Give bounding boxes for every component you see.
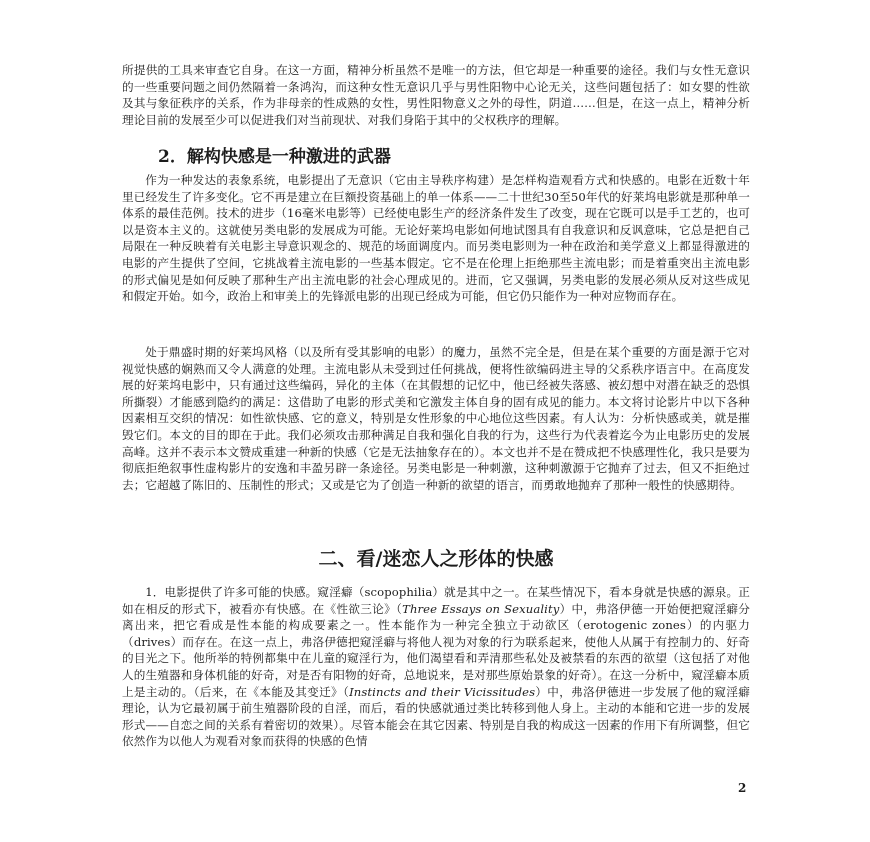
paragraph-1: 所提供的工具来审查它自身。在这一方面，精神分析虽然不是唯一的方法，但它却是一种重要的途径。我们与女性无意识的一些重要问题之间仍然隔着一条鸿沟，而这种女性无意识几乎与男性阳物中心论无关，这些问题包括了：如女婴的性欲及其与象征秩序的关系，作为非母亲的性成熟的女性，男性阳物意义之外的母性，阴道……但是，在这一点上，精神分析理论目前的发展至少可以促进我们对当前现状、对我们身陷于其中的父权秩序的理解。: [122, 63, 750, 127]
paragraph-intro-continuation: [122, 62, 750, 128]
paragraph-4-part-c: ）中，弗洛伊德进一步发展了他的窥淫癖理论，认为它最初属于前生殖器阶段的自淫，而后，看的快感就通过类比转移到他人身上。主动的本能和它进一步的发展形式——自恋之间的关系有着密切的效果）。尽管本能会在其它因素、特别是自我的构成这一因素的作用下有所调整，但它依然作为以他人为观看对象而获得的快感的色情: [122, 684, 750, 749]
book-title-three-essays: Three Essays on Sexuality: [402, 601, 560, 616]
paragraph-4-part-a: 1．电影提供了许多可能的快感。窥淫癖（scopophilia）就是其中之一。在某些情况下，看本身就是快感的源泉。正如在相反的形式下，被看亦有快感。在《性欲三论》（: [122, 585, 750, 616]
part-heading-2: [122, 546, 750, 572]
paragraph-3: 处于鼎盛时期的好莱坞风格（以及所有受其影响的电影）的魔力，虽然不完全是，但是在某个重要的方面是源于它对视觉快感的娴熟而又令人满意的处理。主流电影从未受到过任何挑战，便将性欲编码进主导的父系秩序语言中。在高度发展的好莱坞电影中，只有通过这些编码，异化的主体（在其假想的记忆中，他已经被失落感、被幻想中对潜在缺乏的恐惧所撕裂）才能感到隐约的满足：这借助了电影的形式美和它激发主体自身的固有成见的能力。本文将讨论影片中以下各种因素相互交织的情况：如性欲快感、它的意义，特别是女性形象的中心地位这些因素。有人认为：分析快感或美，就是摧毁它们。本文的目的即在于此。我们必须攻击那种满足自我和强化自我的行为，这些行为代表着迄今为止电影历史的发展高峰。这并不表示本文赞成重建一种新的快感（它是无法抽象存在的）。本文也并不是在赞成把不快感理性化，我只是要为彻底拒绝叙事性虚构影片的安逸和丰盈另辟一条途径。另类电影是一种刺激，这种刺激源于它抛弃了过去，但又不拒绝过去；它超越了陈旧的、压制性的形式；又或是它为了创造一种新的欲望的语言，而勇敢地抛弃了那种一般性的快感期待。: [122, 345, 750, 492]
section-heading-2: [158, 146, 786, 168]
paragraph-block-4: [122, 584, 750, 750]
heading-deconstructing-pleasure: 2．解构快感是一种激进的武器: [158, 147, 391, 167]
page-number: 2: [738, 781, 747, 795]
paragraph-4: [122, 584, 750, 750]
heading-pleasure-in-looking: 二、看/迷恋人之形体的快感: [318, 548, 554, 570]
paragraph-block-3: [122, 344, 750, 493]
paragraph-block-2: [122, 172, 750, 305]
paragraph-4-part-b: ）中，弗洛伊德一开始便把窥淫癖分离出来，把它看成是性本能的构成要素之一。性本能作为一种完全独立于动欲区（erotogenic zones）的内驱力（drives）而存在。在这一点上，弗洛伊德把窥淫癖与将他人视为对象的行为联系起来，使他人从属于有控制力的、好奇的目光之下。他所举的特例都集中在儿童的窥淫行为，他们渴望看和弄清那些私处及被禁看的东西的欲望（这包括了对他人的生殖器和身体机能的好奇，对是否有阳物的好奇，总地说来，是对那些原始景象的好奇）。在这一分析中，窥淫癖本质上是主动的。（后来，在《本能及其变迁》（: [122, 601, 750, 699]
book-title-instincts: Instincts and their Vicissitudes: [349, 684, 536, 699]
paragraph-2: 作为一种发达的表象系统，电影提出了无意识（它由主导秩序构建）是怎样构造观看方式和快感的。电影在近数十年里已经发生了许多变化。它不再是建立在巨额投资基础上的单一体系——二十世纪30至50年代的好莱坞电影就是那种单一体系的最佳范例。技术的进步（16毫米电影等）已经使电影生产的经济条件发生了改变，现在它既可以是手工艺的，也可以是资本主义的。这就使另类电影的发展成为可能。无论好莱坞电影如何地试图具有自我意识和反讽意味，它总是把自己局限在一种反映着有关电影主导意识观念的、规范的场面调度内。而另类电影则为一种在政治和美学意义上都显得激进的电影的产生提供了空间，它挑战着主流电影的一些基本假定。它不是在伦理上拒绝那些主流电影；而是着重突出主流电影的形式偏见是如何反映了那种生产出主流电影的社会心理成见的。进而，它又强调，另类电影的发展必须从反对这些成见和假定开始。如今，政治上和审美上的先锋派电影的出现已经成为可能，但它仍只能作为一种对应物而存在。: [122, 173, 750, 304]
